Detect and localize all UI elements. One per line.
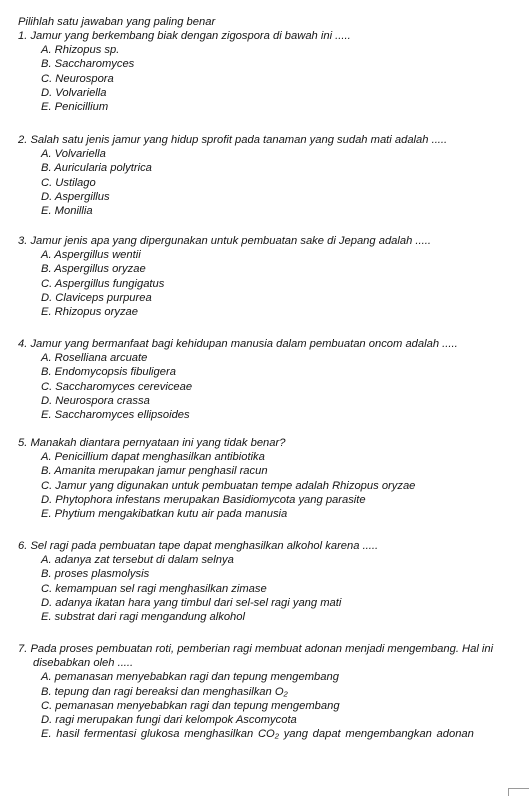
question-5: [18, 436, 518, 521]
option-e: E. Monillia: [41, 205, 93, 218]
question-stem: 2. Salah satu jenis jamur yang hidup sprofit pada tanaman yang sudah mati adalah .....: [18, 134, 448, 146]
option-a: A. Rhizopus sp.: [41, 44, 120, 57]
question-stem: 5. Manakah diantara pernyataan ini yang tidak benar?: [18, 437, 286, 449]
option-a: A. adanya zat tersebut di dalam selnya: [41, 554, 234, 567]
option-d: D. Neurospora crassa: [41, 394, 150, 407]
option-b: B. tepung dan ragi bereaksi dan menghasilkan O₂: [41, 685, 288, 698]
option-e: E. hasil fermentasi glukosa menghasilkan CO₂ yang dapat mengembangkan adonan: [41, 728, 474, 741]
option-c: C. pemanasan menyebabkan ragi dan tepung mengembang: [41, 699, 340, 712]
question-stem: 6. Sel ragi pada pembuatan tape dapat menghasilkan alkohol karena .....: [18, 540, 379, 552]
option-e: E. Phytium mengakibatkan kutu air pada manusia: [41, 508, 288, 521]
question-stem: 4. Jamur yang bermanfaat bagi kehidupan manusia dalam pembuatan oncom adalah .....: [18, 338, 458, 350]
option-b: B. Saccharomyces: [41, 58, 135, 71]
option-b: B. Amanita merupakan jamur penghasil racun: [41, 465, 268, 478]
option-e: E. substrat dari ragi mengandung alkohol: [41, 611, 245, 624]
option-c: C. Neurospora: [41, 72, 114, 85]
option-a: A. Penicillium dapat menghasilkan antibiotika: [41, 451, 265, 464]
question-stem: 7. Pada proses pembuatan roti, pemberian ragi membuat adonan menjadi mengembang. Hal ini disebabkan oleh .....: [18, 643, 494, 670]
question-7: [18, 642, 518, 741]
option-d: D. Aspergillus: [41, 190, 110, 203]
option-e: E. Penicillium: [41, 101, 109, 114]
option-b: B. Auricularia polytrica: [41, 162, 152, 175]
question-3: [18, 234, 518, 319]
option-d: D. Claviceps purpurea: [41, 291, 152, 304]
option-c: C. Saccharomyces cereviceae: [41, 380, 193, 393]
answer-options: [41, 351, 518, 422]
question-stem: 3. Jamur jenis apa yang dipergunakan untuk pembuatan sake di Jepang adalah .....: [18, 235, 431, 247]
page-corner-mark: [508, 788, 529, 796]
answer-options: [41, 147, 518, 218]
question-6: [18, 539, 518, 624]
option-c: C. kemampuan sel ragi menghasilkan zimase: [41, 582, 267, 595]
question-stem: 1. Jamur yang berkembang biak dengan zigospora di bawah ini .....: [18, 30, 351, 42]
option-b: B. Aspergillus oryzae: [41, 263, 146, 276]
option-a: A. Volvariella: [41, 148, 106, 161]
question-2: [18, 133, 518, 218]
option-a: A. pemanasan menyebabkan ragi dan tepung mengembang: [41, 671, 339, 684]
option-d: D. ragi merupakan fungi dari kelompok Ascomycota: [41, 714, 297, 727]
option-b: B. Endomycopsis fibuligera: [41, 366, 176, 379]
option-d: D. adanya ikatan hara yang timbul dari sel-sel ragi yang mati: [41, 596, 342, 609]
instruction-text: Pilihlah satu jawaban yang paling benar: [18, 16, 216, 28]
question-1: [18, 29, 518, 114]
question-4: [18, 337, 518, 422]
option-d: D. Volvariella: [41, 86, 107, 99]
option-c: C. Jamur yang digunakan untuk pembuatan tempe adalah Rhizopus oryzae: [41, 479, 416, 492]
answer-options: [41, 450, 518, 521]
option-e: E. Rhizopus oryzae: [41, 306, 139, 319]
option-a: A. Aspergillus wentii: [41, 249, 141, 262]
option-b: B. proses plasmolysis: [41, 568, 150, 581]
answer-options: [41, 670, 518, 741]
answer-options: [41, 248, 518, 319]
option-d: D. Phytophora infestans merupakan Basidiomycota yang parasite: [41, 493, 366, 506]
answer-options: [41, 43, 518, 114]
option-a: A. Roselliana arcuate: [41, 352, 148, 365]
option-c: C. Aspergillus fungigatus: [41, 277, 165, 290]
option-c: C. Ustilago: [41, 176, 96, 189]
option-e: E. Saccharomyces ellipsoides: [41, 409, 190, 422]
answer-options: [41, 553, 518, 624]
